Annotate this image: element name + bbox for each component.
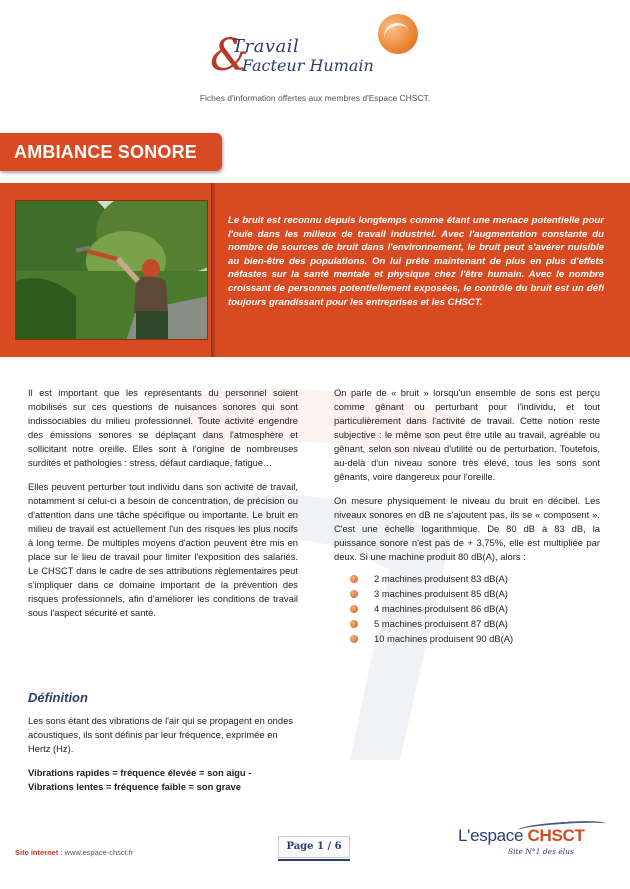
right-paragraph-1: On parle de « bruit » lorsqu'un ensemble de sons est perçu comme gênant ou perturbant pour l'individu, et tout particulièrement dans l'activité de travail. Cette notion reste subjective : le même son peut être utile au travail, agréable ou gênant, selon son niveau d'utilité ou de perturbation. Toutefois, au-delà d'un niveau sonore très élevé, tous les sons sont gênants, voire dangereux pour l'oreille. xyxy=(334,387,600,482)
bullet-icon xyxy=(350,590,358,598)
footer-website-label: Site internet xyxy=(15,848,59,857)
bullet-icon xyxy=(350,575,358,583)
logo-travail-facteur-humain xyxy=(210,8,430,88)
tagline: Fiches d'information offertes aux membres d'Espace CHSCT. xyxy=(199,93,431,103)
list-item: 4 machines produisent 86 dB(A) xyxy=(334,602,600,616)
logo-circle-icon xyxy=(378,14,418,54)
title-banner xyxy=(0,133,222,171)
bullet-icon xyxy=(350,605,358,613)
definition-heading: Définition xyxy=(28,690,88,705)
worker-hedge-trimming-photo xyxy=(15,200,208,340)
left-paragraph-1: Il est important que les représentants du personnel soient mobilisés sur ces questions de nuisances sonores qui sont indissociables du milieu professionnel. Toute activité engendre des émissions sonores se déplaçant dans l'atmosphère et sollicitant notre oreille. Elles sont à l'origine de nombreuses surdités et pathologies : stress, défaut cardiaque, fatigue… xyxy=(28,387,298,468)
intro-paragraph: Le bruit est reconnu depuis longtemps comme étant une menace potentielle pour l'ouïe dans les milieux de travail industriel. Avec l'augmentation constante du nombre de sources de bruit dans l'environnement, le bruit peut s'avérer nuisible au bien-être des populations. On lui prête maintenant de plus en plus d'effets néfastes sur la santé mentale et physique chez l'être humain. Avec le nombre croissant de personnes potentiellement exposées, le contrôle du bruit est un défi toujours grandissant pour les entreprises et les CHSCT. xyxy=(228,215,604,308)
right-column xyxy=(334,386,600,647)
definition-bold-text: Vibrations rapides = fréquence élevée = son aigu - Vibrations lentes = fréquence faible = son grave xyxy=(28,767,252,792)
bullet-icon xyxy=(350,635,358,643)
page-title: AMBIANCE SONORE xyxy=(14,142,198,162)
page-number: Page 1 / 6 xyxy=(278,836,350,858)
footer-website-link[interactable]: : www.espace-chsct.fr xyxy=(58,848,134,857)
brand-name: L'espace CHSCT xyxy=(458,826,585,845)
definition-body xyxy=(28,714,298,804)
right-paragraph-2: On mesure physiquement le niveau du bruit en décibel. Les niveaux sonores en dB ne s'ajoutent pas, ils se « composent ». C'est une échelle logarithmique. De 80 dB à 83 dB, la puissance sonore n'est pas de + 3,75%, elle est multipliée par deux. Si une machine produit 80 dB(A), alors : xyxy=(334,495,600,562)
list-item: 3 machines produisent 85 dB(A) xyxy=(334,587,600,601)
list-item: 10 machines produisent 90 dB(A) xyxy=(334,632,600,646)
list-item: 2 machines produisent 83 dB(A) xyxy=(334,572,600,586)
logo-ampersand: & xyxy=(210,30,250,81)
logo-line-2: Facteur Humain xyxy=(242,56,374,75)
brand-tagline: Site N°1 des élus xyxy=(508,847,574,856)
espace-chsct-logo xyxy=(458,822,608,862)
machine-decibel-list xyxy=(334,572,600,646)
intro-shadow xyxy=(211,183,216,357)
bullet-icon xyxy=(350,620,358,628)
list-item: 5 machines produisent 87 dB(A) xyxy=(334,617,600,631)
left-paragraph-2: Elles peuvent perturber tout individu dans son activité de travail, notamment si celui-ci a besoin de concentration, de précision ou d'attention dans une tâche spécifique ou importante. Le bruit en milieu de travail est actuellement l'un des risques les plus nocifs à long terme. De multiples moyens d'action peuvent être mis en place sur le lieu de travail pour limiter l'exposition des salariés. Le CHSCT dans le cadre de ses attributions règlementaires peut s'impliquer dans ce domaine important de la prévention des risques professionnels, afin d'améliorer les conditions de travail sous l'aspect sécurité et santé. xyxy=(28,481,298,618)
footer-website xyxy=(15,848,133,857)
definition-text: Les sons étant des vibrations de l'air qui se propagent en ondes acoustiques, ils sont définis par leur fréquence, exprimée en Hertz (Hz). xyxy=(28,715,293,754)
logo-line-1: Travail xyxy=(232,36,300,57)
left-column xyxy=(28,386,298,630)
